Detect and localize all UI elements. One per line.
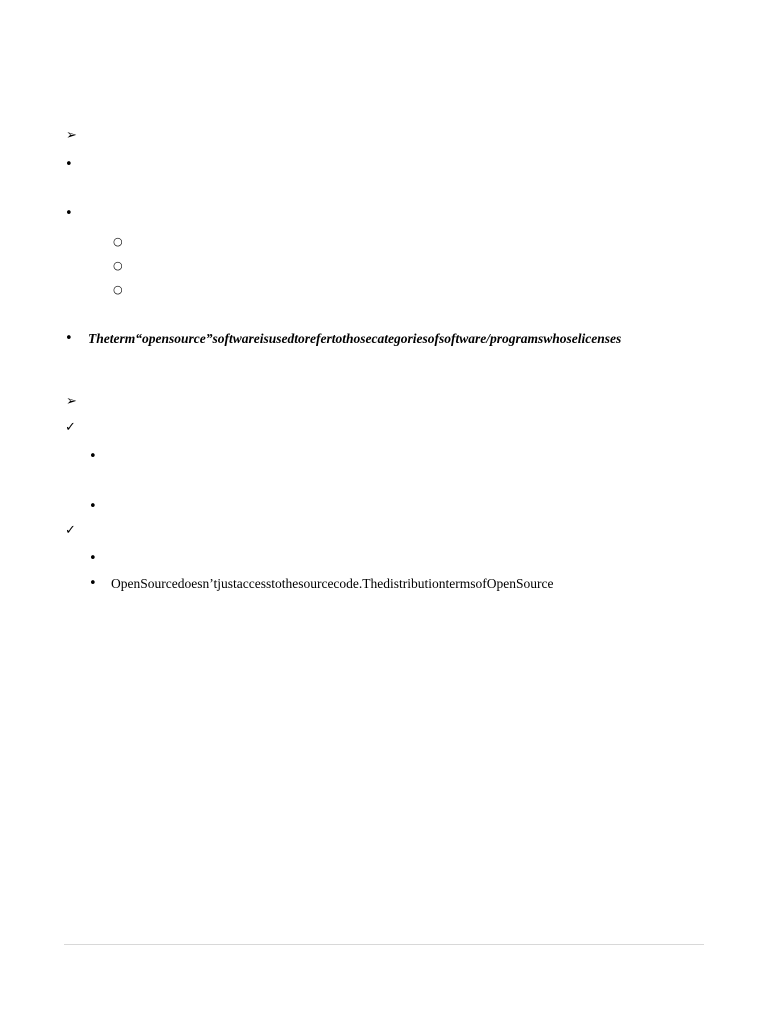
arrow-bullet-icon: ➢ <box>66 128 77 143</box>
distribution-terms-text: OpenSourcedoesn’tjustaccesstothesourcecode.ThedistributiontermsofOpenSource <box>111 576 554 591</box>
footer-divider <box>64 944 704 945</box>
disc-bullet-icon: • <box>89 449 97 464</box>
checkmark-bullet-icon: ✓ <box>65 523 76 538</box>
disc-bullet-icon: • <box>89 576 97 591</box>
disc-bullet-icon: • <box>65 331 73 346</box>
circle-bullet-icon: ○ <box>113 235 123 248</box>
disc-bullet-icon: • <box>65 157 73 172</box>
circle-bullet-icon: ○ <box>113 259 123 272</box>
arrow-bullet-icon: ➢ <box>66 394 77 409</box>
disc-bullet-icon: • <box>89 499 97 514</box>
circle-bullet-icon: ○ <box>113 283 123 296</box>
disc-bullet-icon: • <box>89 551 97 566</box>
disc-bullet-icon: • <box>65 206 73 221</box>
open-source-definition-text: Theterm“opensource”softwareisusedtorefertothosecategoriesofsoftware/programswhoselicenses <box>88 331 622 346</box>
checkmark-bullet-icon: ✓ <box>65 420 76 435</box>
